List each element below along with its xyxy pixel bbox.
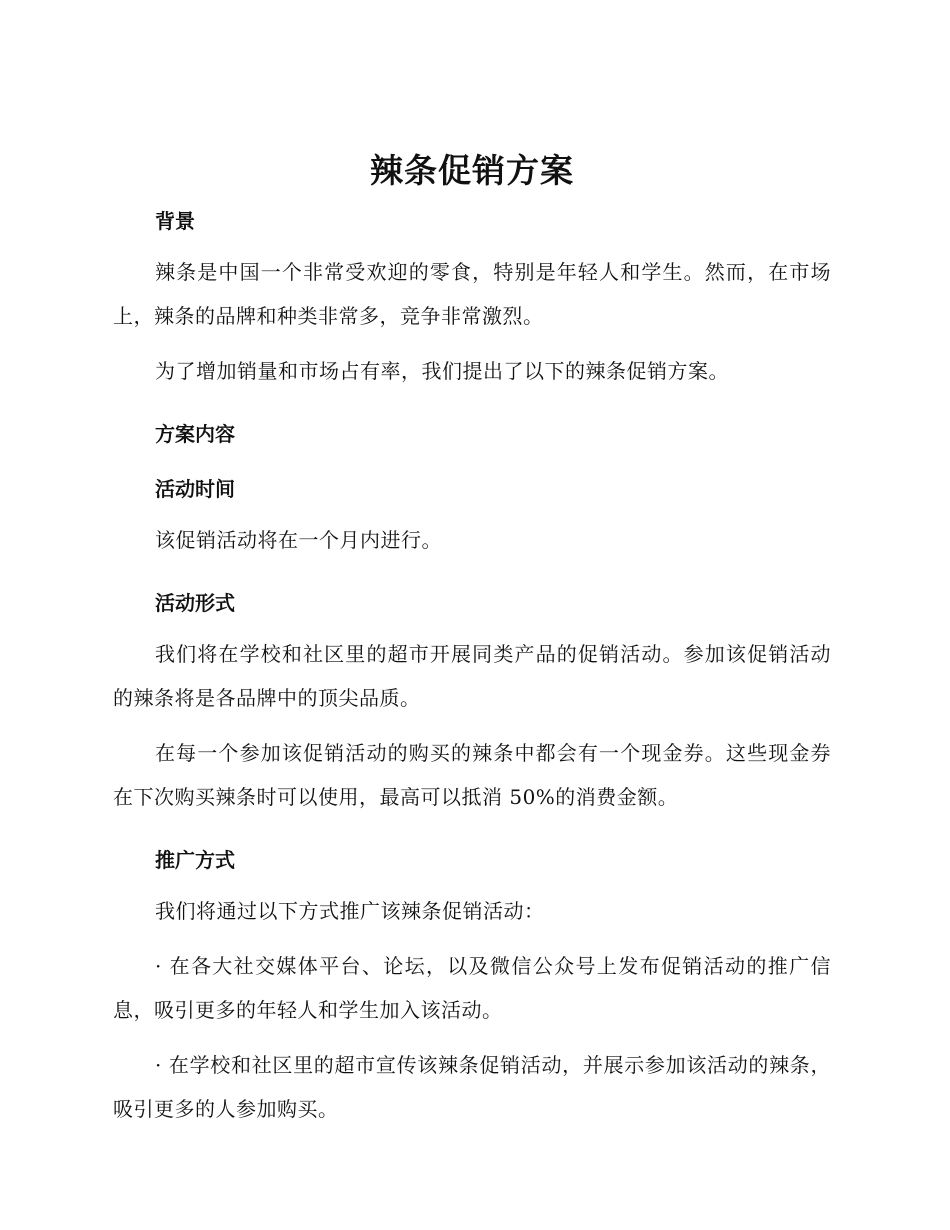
paragraph-form-2: 在每一个参加该促销活动的购买的辣条中都会有一个现金券。这些现金券在下次购买辣条时可以使用，最高可以抵消 50%的消费金额。	[113, 741, 831, 809]
paragraph-background-1: 辣条是中国一个非常受欢迎的零食，特别是年轻人和学生。然而，在市场上，辣条的品牌和种类非常多，竞争非常激烈。	[113, 260, 831, 328]
section-heading-form: 活动形式	[155, 591, 235, 615]
paragraph-time-1: 该促销活动将在一个月内进行。	[155, 528, 442, 552]
section-heading-time: 活动时间	[155, 477, 235, 501]
document-page	[113, 148, 831, 1131]
paragraph-background-2: 为了增加销量和市场占有率，我们提出了以下的辣条促销方案。	[155, 359, 729, 383]
document-title: 辣条促销方案	[370, 151, 574, 190]
paragraph-promotion-1: 我们将通过以下方式推广该辣条促销活动：	[155, 899, 545, 923]
list-item-promotion-2: · 在学校和社区里的超市宣传该辣条促销活动，并展示参加该活动的辣条，吸引更多的人参加购买。	[113, 1053, 831, 1121]
list-item-promotion-1: · 在各大社交媒体平台、论坛，以及微信公众号上发布促销活动的推广信息，吸引更多的年轻人和学生加入该活动。	[113, 954, 831, 1022]
paragraph-form-1: 我们将在学校和社区里的超市开展同类产品的促销活动。参加该促销活动的辣条将是各品牌中的顶尖品质。	[113, 642, 831, 710]
section-heading-plan: 方案内容	[155, 422, 235, 446]
section-heading-promotion: 推广方式	[155, 848, 235, 872]
section-heading-background: 背景	[155, 209, 195, 233]
